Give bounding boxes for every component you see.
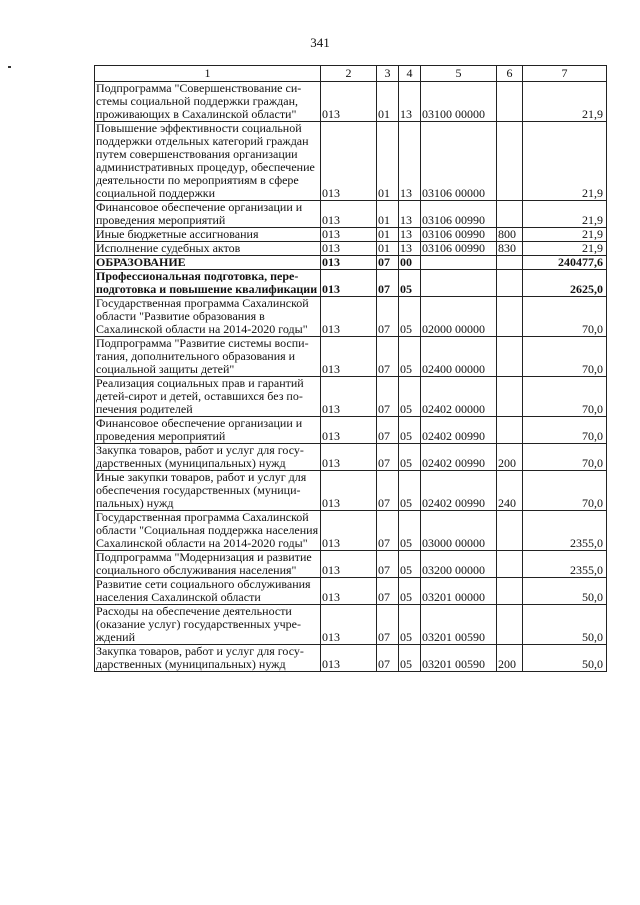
table-row [95,256,607,270]
row-expense-type-cell [497,511,523,551]
row-amount-cell: 70,0 [523,297,607,337]
row-section-cell: 07 [377,270,399,297]
row-amount-cell: 50,0 [523,578,607,605]
row-target-article-cell: 03201 00590 [421,645,497,672]
table-row [95,201,607,228]
row-expense-type-cell: 200 [497,645,523,672]
row-ministry-code-cell: 013 [321,471,377,511]
row-subsection-cell: 13 [399,201,421,228]
row-subsection-cell: 13 [399,82,421,122]
row-expense-type-cell: 240 [497,471,523,511]
row-name-cell: Финансовое обеспечение организации и проведения мероприятий [95,201,321,228]
row-ministry-code-cell: 013 [321,256,377,270]
row-subsection-cell: 05 [399,377,421,417]
row-amount-cell: 21,9 [523,201,607,228]
header-cell-6: 6 [497,66,523,82]
row-subsection-cell: 05 [399,471,421,511]
row-amount-cell: 2625,0 [523,270,607,297]
header-cell-2: 2 [321,66,377,82]
header-cell-1: 1 [95,66,321,82]
row-expense-type-cell [497,270,523,297]
row-section-cell: 07 [377,578,399,605]
row-ministry-code-cell: 013 [321,297,377,337]
row-ministry-code-cell: 013 [321,605,377,645]
row-expense-type-cell [497,551,523,578]
row-expense-type-cell [497,256,523,270]
row-amount-cell: 70,0 [523,444,607,471]
table-row [95,82,607,122]
row-name-cell: Исполнение судебных актов [95,242,321,256]
table-row [95,377,607,417]
row-ministry-code-cell: 013 [321,228,377,242]
row-ministry-code-cell: 013 [321,578,377,605]
row-expense-type-cell [497,82,523,122]
table-row [95,270,607,297]
row-ministry-code-cell: 013 [321,377,377,417]
row-name-cell: Закупка товаров, работ и услуг для государственных (муниципальных) нужд [95,645,321,672]
row-ministry-code-cell: 013 [321,270,377,297]
row-ministry-code-cell: 013 [321,551,377,578]
row-subsection-cell: 05 [399,578,421,605]
row-subsection-cell: 05 [399,605,421,645]
table-row [95,645,607,672]
table-body [95,82,607,672]
row-section-cell: 07 [377,444,399,471]
row-subsection-cell: 13 [399,242,421,256]
row-name-cell: Повышение эффективности социальной поддержки отдельных категорий граждан путем совершенствования организации административных процедур, обеспечение деятельности по мероприятиям в сфере социальной поддержки [95,122,321,201]
row-ministry-code-cell: 013 [321,645,377,672]
row-target-article-cell: 03201 00000 [421,578,497,605]
row-target-article-cell: 02402 00990 [421,444,497,471]
row-section-cell: 01 [377,82,399,122]
row-subsection-cell: 05 [399,511,421,551]
row-section-cell: 07 [377,511,399,551]
row-expense-type-cell [497,417,523,444]
row-name-cell: Реализация социальных прав и гарантий детей-сирот и детей, оставшихся без попечения родителей [95,377,321,417]
row-ministry-code-cell: 013 [321,82,377,122]
row-amount-cell: 70,0 [523,417,607,444]
row-expense-type-cell [497,605,523,645]
header-cell-5: 5 [421,66,497,82]
row-name-cell: Профессиональная подготовка, переподготовка и повышение квалификации [95,270,321,297]
row-amount-cell: 70,0 [523,377,607,417]
row-ministry-code-cell: 013 [321,242,377,256]
row-amount-cell: 2355,0 [523,551,607,578]
row-subsection-cell: 05 [399,551,421,578]
row-section-cell: 01 [377,228,399,242]
header-cell-7: 7 [523,66,607,82]
row-name-cell: ОБРАЗОВАНИЕ [95,256,321,270]
row-target-article-cell: 02000 00000 [421,297,497,337]
row-target-article-cell: 02402 00990 [421,471,497,511]
row-name-cell: Иные бюджетные ассигнования [95,228,321,242]
row-name-cell: Подпрограмма "Совершенствование системы социальной поддержки граждан, проживающих в Сахалинской области" [95,82,321,122]
row-expense-type-cell: 800 [497,228,523,242]
row-ministry-code-cell: 013 [321,444,377,471]
table-row [95,511,607,551]
row-section-cell: 07 [377,297,399,337]
row-amount-cell: 21,9 [523,82,607,122]
table-row [95,242,607,256]
row-section-cell: 07 [377,551,399,578]
row-amount-cell: 70,0 [523,337,607,377]
row-subsection-cell: 05 [399,337,421,377]
row-expense-type-cell [497,201,523,228]
page-number: 341 [310,35,330,50]
row-expense-type-cell [497,297,523,337]
row-amount-cell: 240477,6 [523,256,607,270]
row-target-article-cell: 02402 00990 [421,417,497,444]
row-subsection-cell: 13 [399,228,421,242]
row-name-cell: Финансовое обеспечение организации и проведения мероприятий [95,417,321,444]
row-subsection-cell: 05 [399,645,421,672]
row-target-article-cell: 03106 00990 [421,201,497,228]
table-row [95,605,607,645]
row-subsection-cell: 05 [399,270,421,297]
row-ministry-code-cell: 013 [321,201,377,228]
header-cell-4: 4 [399,66,421,82]
row-name-cell: Закупка товаров, работ и услуг для государственных (муниципальных) нужд [95,444,321,471]
row-section-cell: 07 [377,645,399,672]
row-amount-cell: 21,9 [523,122,607,201]
row-ministry-code-cell: 013 [321,122,377,201]
row-section-cell: 01 [377,122,399,201]
row-subsection-cell: 13 [399,122,421,201]
row-subsection-cell: 05 [399,444,421,471]
budget-table [94,65,607,672]
row-ministry-code-cell: 013 [321,417,377,444]
row-amount-cell: 21,9 [523,242,607,256]
row-target-article-cell: 03200 00000 [421,551,497,578]
row-name-cell: Государственная программа Сахалинской области "Развитие образования в Сахалинской области на 2014-2020 годы" [95,297,321,337]
row-target-article-cell: 03106 00990 [421,242,497,256]
row-name-cell: Иные закупки товаров, работ и услуг для обеспечения государственных (муниципальных) нужд [95,471,321,511]
row-section-cell: 07 [377,256,399,270]
row-expense-type-cell: 830 [497,242,523,256]
row-ministry-code-cell: 013 [321,511,377,551]
row-target-article-cell: 03106 00990 [421,228,497,242]
row-target-article-cell: 03100 00000 [421,82,497,122]
table-row [95,228,607,242]
row-target-article-cell: 03000 00000 [421,511,497,551]
header-row [95,66,607,82]
row-amount-cell: 50,0 [523,605,607,645]
row-ministry-code-cell: 013 [321,337,377,377]
row-target-article-cell [421,256,497,270]
row-amount-cell: 70,0 [523,471,607,511]
row-section-cell: 07 [377,605,399,645]
row-expense-type-cell [497,122,523,201]
table-row [95,122,607,201]
row-subsection-cell: 00 [399,256,421,270]
row-section-cell: 07 [377,377,399,417]
row-name-cell: Государственная программа Сахалинской области "Социальная поддержка населения Сахалинской области на 2014-2020 годы" [95,511,321,551]
table-row [95,417,607,444]
row-target-article-cell: 02400 00000 [421,337,497,377]
row-amount-cell: 50,0 [523,645,607,672]
row-section-cell: 07 [377,471,399,511]
table-row [95,337,607,377]
row-name-cell: Подпрограмма "Развитие системы воспитания, дополнительного образования и социальной защиты детей" [95,337,321,377]
table-row [95,444,607,471]
row-section-cell: 01 [377,201,399,228]
table-row [95,578,607,605]
table-row [95,297,607,337]
row-name-cell: Расходы на обеспечение деятельности (оказание услуг) государственных учреждений [95,605,321,645]
row-target-article-cell: 02402 00000 [421,377,497,417]
row-section-cell: 07 [377,337,399,377]
table-row [95,551,607,578]
row-amount-cell: 2355,0 [523,511,607,551]
row-target-article-cell [421,270,497,297]
row-expense-type-cell [497,578,523,605]
row-section-cell: 01 [377,242,399,256]
row-target-article-cell: 03106 00000 [421,122,497,201]
row-expense-type-cell [497,377,523,417]
row-name-cell: Подпрограмма "Модернизация и развитие социального обслуживания населения" [95,551,321,578]
row-amount-cell: 21,9 [523,228,607,242]
row-target-article-cell: 03201 00590 [421,605,497,645]
row-subsection-cell: 05 [399,417,421,444]
row-name-cell: Развитие сети социального обслуживания населения Сахалинской области [95,578,321,605]
table-row [95,471,607,511]
row-subsection-cell: 05 [399,297,421,337]
row-expense-type-cell: 200 [497,444,523,471]
row-section-cell: 07 [377,417,399,444]
scan-speck [8,66,11,68]
row-expense-type-cell [497,337,523,377]
header-cell-3: 3 [377,66,399,82]
